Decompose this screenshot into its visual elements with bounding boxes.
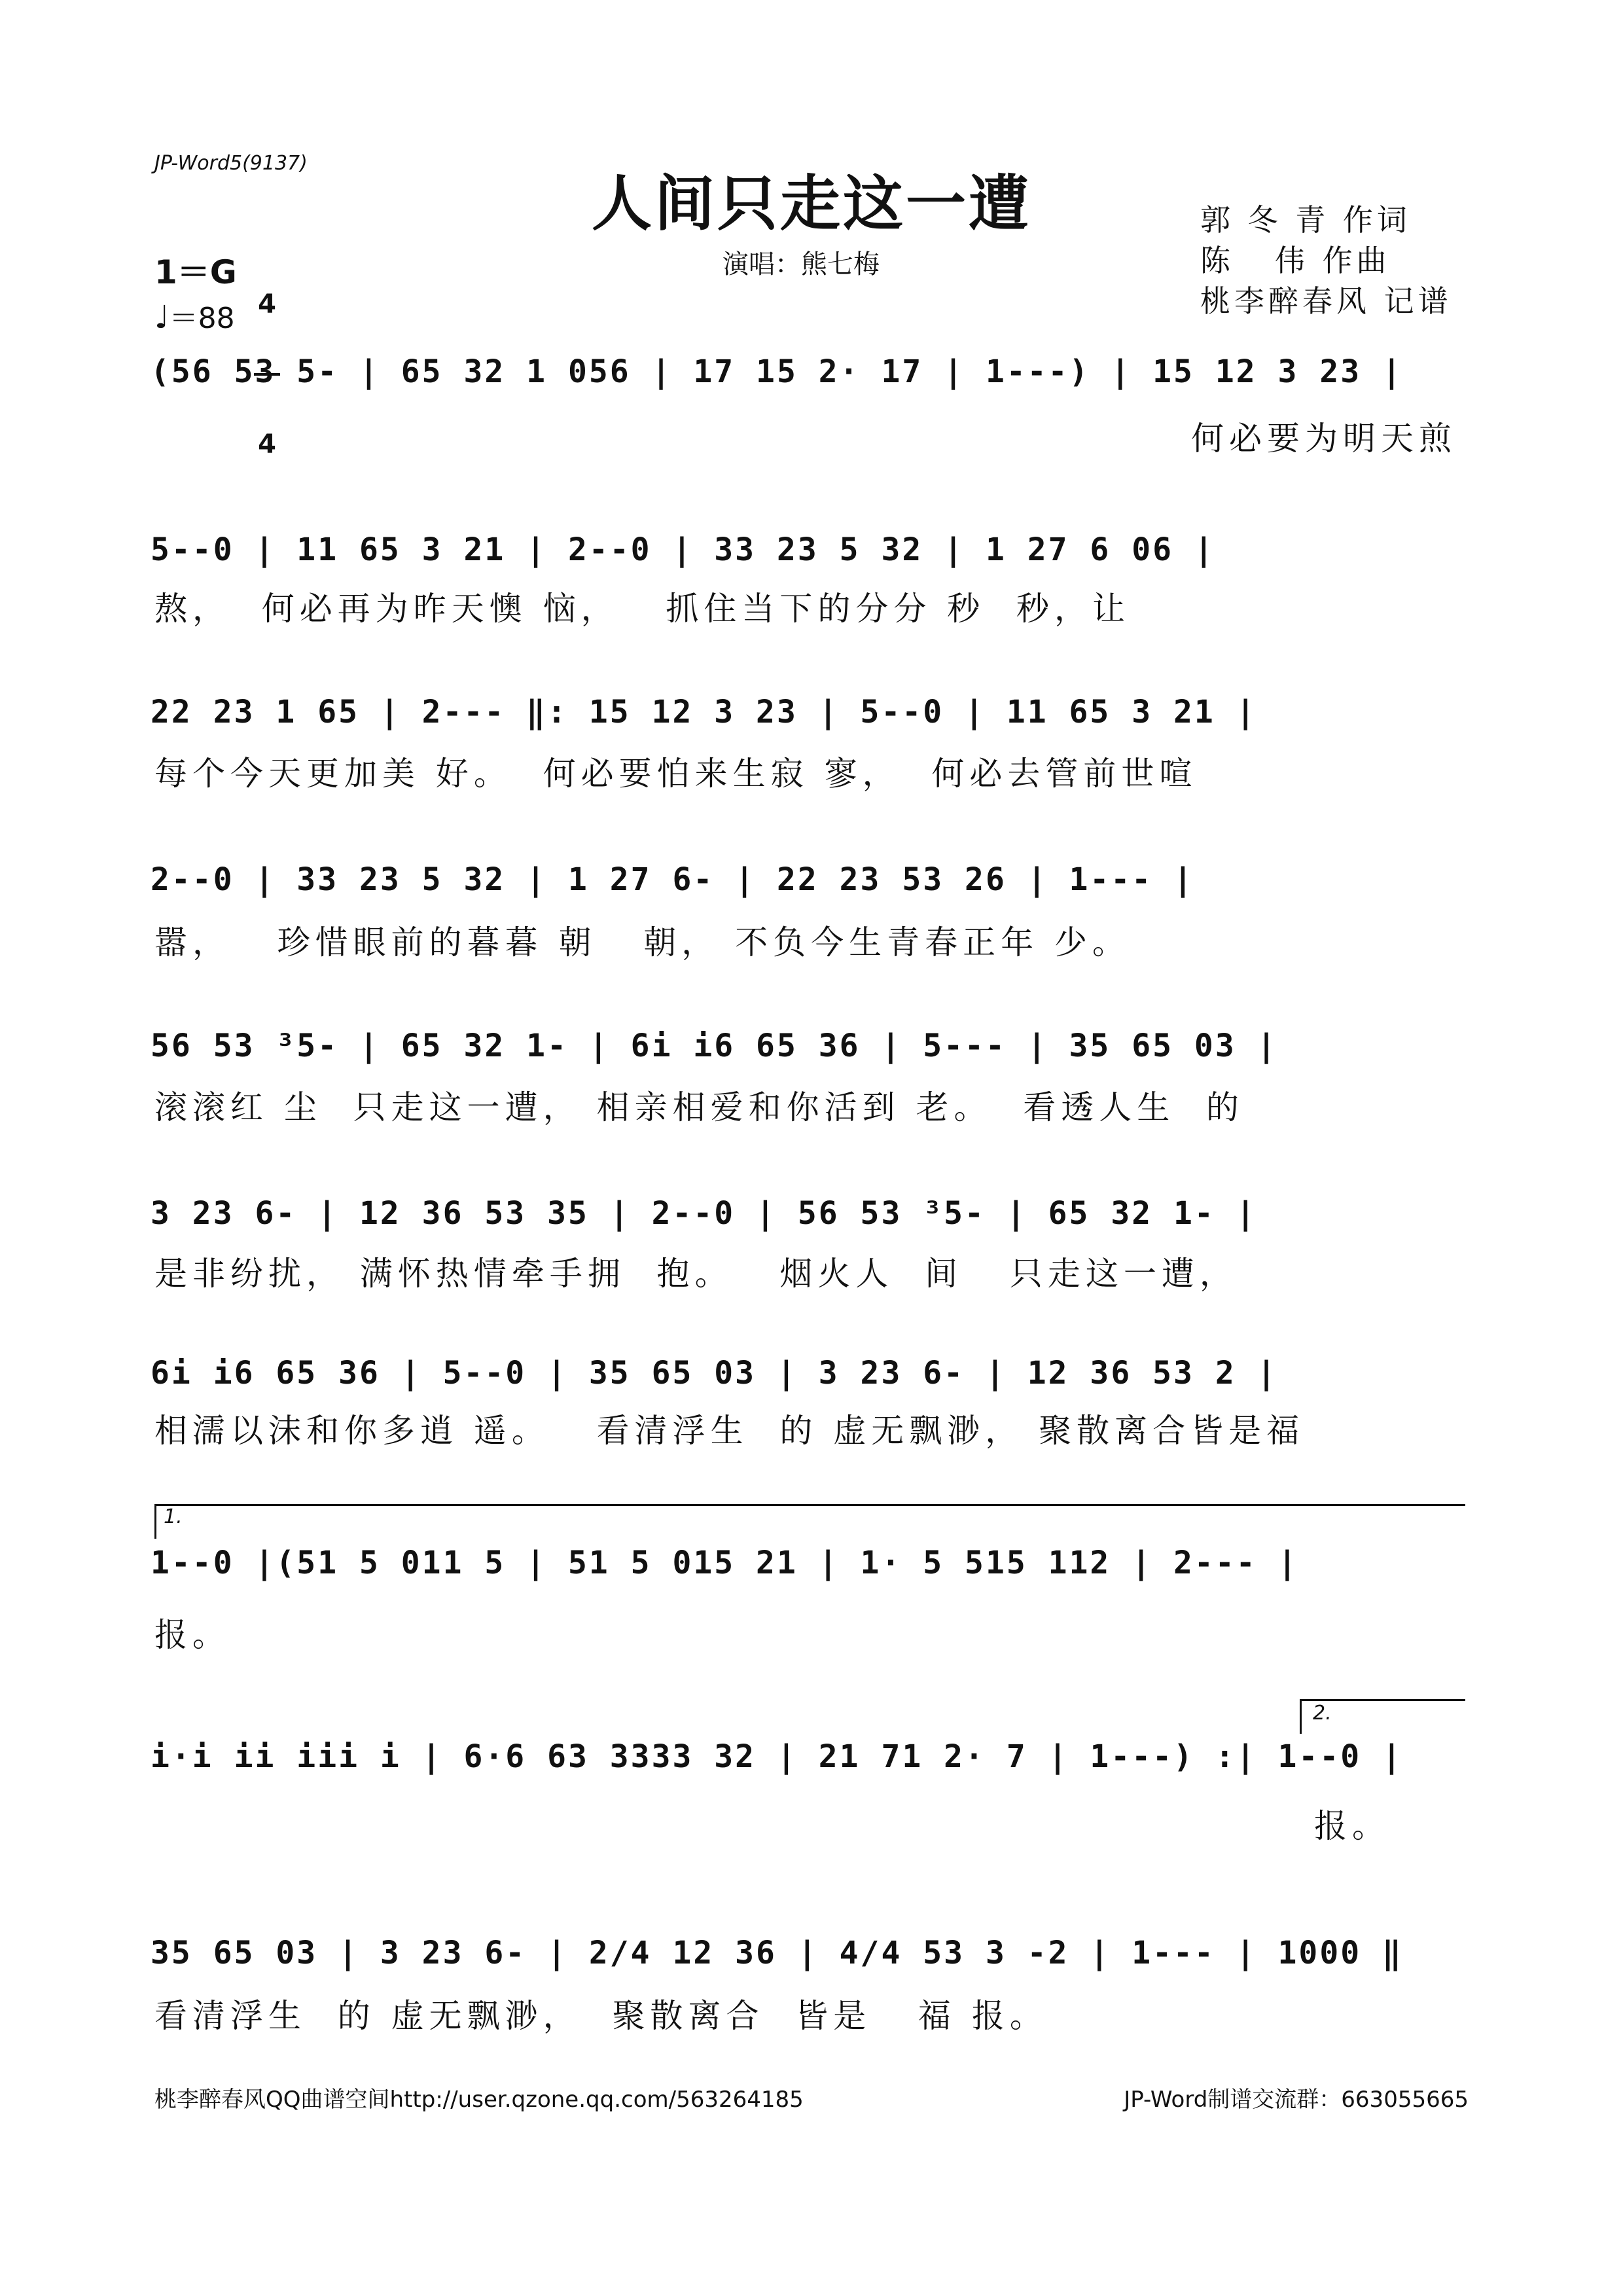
page-title: 人间只走这一遭	[591, 168, 1031, 239]
tempo-value: ＝88	[169, 302, 235, 335]
score-row-6-lyrics: 是非纷扰， 满怀热情牵手拥 抱。 烟火人 间 只走这一遭，	[154, 1255, 1238, 1293]
first-ending-bracket	[154, 1504, 1465, 1539]
first-ending-label: 1.	[164, 1505, 183, 1528]
score-row-7-notes: 6i i6 65 36 | 5--0 | 35 65 03 | 3 23 6- | 12 36 53 2 |	[151, 1355, 1278, 1391]
score-row-10-notes: 35 65 03 | 3 23 6- | 2/4 12 36 | 4/4 53 3 -2 | 1--- | 1000 ‖	[151, 1935, 1403, 1971]
score-row-7-lyrics: 相濡以沫和你多逍 遥。 看清浮生 的 虚无飘渺， 聚散离合皆是福	[154, 1412, 1305, 1450]
score-row-6-notes: 3 23 6- | 12 36 53 35 | 2--0 | 56 53 ³5- | 65 32 1- |	[151, 1195, 1257, 1232]
score-row-9-notes: i·i ii iii i | 6·6 63 3333 32 | 21 71 2· 7 | 1---) :| 1--0 |	[151, 1738, 1403, 1775]
score-row-5-lyrics: 滚滚红 尘 只走这一遭， 相亲相爱和你活到 老。 看透人生 的	[154, 1088, 1245, 1126]
score-row-8-notes: 1--0 |(51 5 011 5 | 51 5 015 21 | 1· 5 515 112 | 2--- |	[151, 1545, 1299, 1581]
score-row-4-lyrics: 嚣， 珍惜眼前的暮暮 朝 朝， 不负今生青春正年 少。	[154, 924, 1131, 961]
second-ending-label: 2.	[1313, 1702, 1332, 1725]
quarter-note-icon: ♩	[154, 299, 169, 336]
score-row-1-notes: (56 53 5- | 65 32 1 056 | 17 15 2· 17 | 1---) | 15 12 3 23 |	[151, 353, 1403, 390]
score-row-8-lyrics: 报。	[154, 1616, 230, 1654]
composer-credit: 陈 伟 作曲	[1200, 243, 1391, 278]
lyricist-credit: 郭 冬 青 作词	[1200, 202, 1411, 238]
footer-source: 桃李醉春风QQ曲谱空间http://user.qzone.qq.com/563264185	[154, 2087, 804, 2113]
score-row-1-lyrics: 何必要为明天煎	[1191, 420, 1457, 457]
time-top: 4	[258, 289, 276, 319]
transcriber-credit: 桃李醉春风 记谱	[1200, 283, 1452, 319]
score-row-3-lyrics: 每个今天更加美 好。 何必要怕来生寂 寥， 何必去管前世喧	[154, 755, 1198, 793]
score-row-2-notes: 5--0 | 11 65 3 21 | 2--0 | 33 23 5 32 | 1 27 6 06 |	[151, 531, 1215, 568]
score-row-9-lyrics: 报。	[1314, 1807, 1390, 1845]
software-label: JP-Word5(9137)	[154, 152, 308, 175]
score-row-5-notes: 56 53 ³5- | 65 32 1- | 6i i6 65 36 | 5--- | 35 65 03 |	[151, 1028, 1278, 1064]
time-bottom: 4	[258, 429, 276, 459]
singer-credit: 演唱：熊七梅	[722, 249, 880, 279]
tempo-marking	[154, 295, 235, 336]
score-row-10-lyrics: 看清浮生 的 虚无飘渺， 聚散离合 皆是 福 报。	[154, 1997, 1048, 2035]
score-row-2-lyrics: 熬， 何必再为昨天懊 恼， 抓住当下的分分 秒 秒，让	[154, 590, 1131, 628]
score-row-3-notes: 22 23 1 65 | 2--- ‖: 15 12 3 23 | 5--0 | 11 65 3 21 |	[151, 694, 1257, 730]
key-signature: 1＝G	[154, 253, 237, 291]
score-row-4-notes: 2--0 | 33 23 5 32 | 1 27 6- | 22 23 53 26 | 1--- |	[151, 861, 1194, 898]
footer-group: JP-Word制谱交流群：663055665	[1124, 2087, 1469, 2113]
